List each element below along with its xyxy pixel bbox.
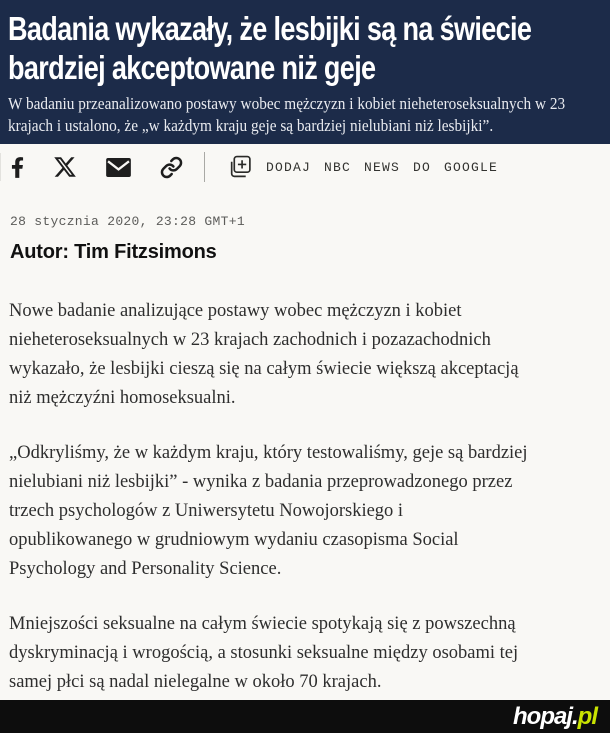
hopaj-logo-tld: pl: [577, 702, 597, 730]
paragraph-line: Psychology and Personality Science.: [9, 559, 282, 579]
facebook-icon: [11, 156, 24, 179]
email-icon: [106, 158, 131, 177]
add-to-google-button[interactable]: [227, 154, 498, 180]
paragraph-line: opublikowanego w grudniowym wydaniu czasopisma Social: [9, 530, 459, 550]
paragraph-line: trzech psychologów z Uniwersytetu Nowojorskiego i: [9, 501, 404, 521]
page-subtitle: [8, 93, 602, 137]
author-byline: Autor: Tim Fitzsimons: [10, 241, 217, 263]
facebook-share-button[interactable]: [11, 156, 24, 179]
hopaj-logo: [513, 703, 597, 731]
paragraph-line: „Odkryliśmy, że w każdym kraju, który testowaliśmy, geje są bardziej: [9, 443, 528, 463]
article-paragraph: [9, 439, 610, 584]
paragraph-line: nieheteroseksualnych w 23 krajach zachodnich i pozazachodnich: [9, 330, 491, 350]
paragraph-line: Mniejszości seksualne na całym świecie spotykają się z powszechną: [9, 614, 516, 634]
paragraph-line: Nowe badanie analizujące postawy wobec mężczyzn i kobiet: [9, 301, 462, 321]
link-icon: [160, 156, 183, 179]
page-subtitle-line: W badaniu przeanalizowano postawy wobec mężczyzn i kobiet nieheteroseksualnych w 23: [8, 94, 566, 113]
page-title: [8, 9, 602, 87]
share-bar: [0, 153, 610, 181]
email-share-button[interactable]: [106, 158, 131, 177]
copy-link-button[interactable]: [160, 156, 183, 179]
hopaj-logo-primary: hopaj.: [513, 702, 578, 730]
paragraph-line: samej płci są nadal nielegalne w około 70 krajach.: [9, 672, 382, 692]
page-title-line: Badania wykazały, że lesbijki są na świecie: [8, 10, 532, 47]
paragraph-line: wykazało, że lesbijki cieszą się na całym świecie większą akceptacją: [9, 359, 519, 379]
article-header: [0, 0, 610, 144]
page-title-line: bardziej akceptowane niż geje: [8, 49, 376, 86]
x-twitter-icon: [53, 155, 77, 179]
share-divider: [204, 152, 205, 182]
watermark-bar: [0, 700, 610, 733]
paragraph-line: niż mężczyźni homoseksualni.: [9, 388, 236, 408]
article-paragraph: [9, 610, 610, 697]
page-subtitle-line: krajach i ustalono, że „w każdym kraju geje są bardziej nielubiani niż lesbijki”.: [8, 116, 494, 135]
article-paragraph: [9, 297, 610, 413]
paragraph-line: dyskryminacją i wrogością, a stosunki seksualne między osobami tej: [9, 643, 519, 663]
article-body: [0, 297, 610, 697]
paragraph-line: nielubiani niż lesbijki” - wynika z badania przeprowadzonego przez: [9, 472, 513, 492]
add-to-google-label: DODAJ NBC NEWS DO GOOGLE: [266, 159, 499, 175]
x-share-button[interactable]: [53, 155, 77, 179]
google-follow-icon: [227, 154, 253, 180]
publish-date: 28 stycznia 2020, 23:28 GMT+1: [10, 214, 245, 229]
